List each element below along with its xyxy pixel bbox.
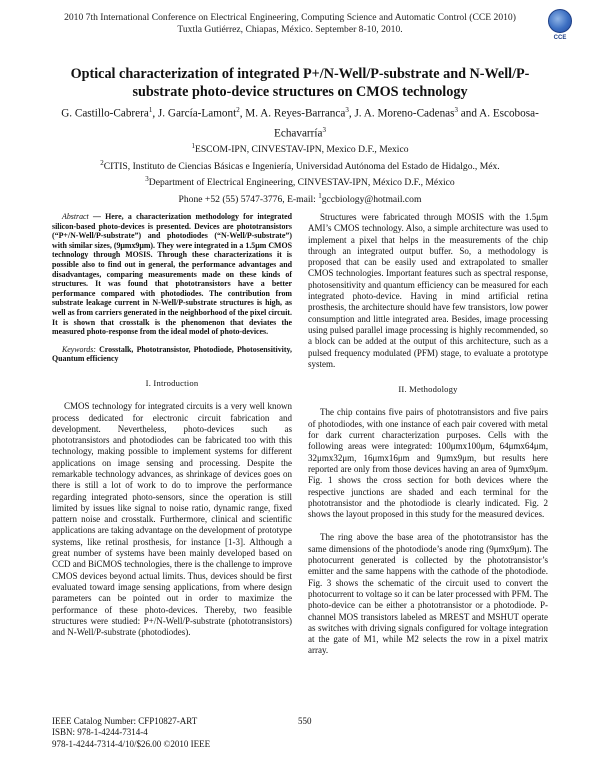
abstract bbox=[52, 212, 292, 337]
email-mark: 1 bbox=[318, 191, 322, 200]
paper-title: Optical characterization of integrated P+/N-Well/P-substrate and N-Well/P-substrate photo-device structures on CMOS technology bbox=[70, 66, 530, 100]
isbn: ISBN: 978-1-4244-7314-4 bbox=[52, 727, 148, 738]
author-name: A. Escobosa-Echavarría bbox=[274, 107, 539, 140]
author-affiliation-mark: 3 bbox=[454, 106, 458, 114]
left-column bbox=[52, 212, 292, 638]
affiliation-3 bbox=[60, 173, 540, 190]
contact-line bbox=[60, 190, 540, 207]
affiliation-mark: 3 bbox=[145, 175, 149, 184]
affiliation-list bbox=[60, 140, 540, 206]
catalog-number: IEEE Catalog Number: CFP10827-ART bbox=[52, 716, 198, 726]
conference-header-line1: 2010 7th International Conference on Electrical Engineering, Computing Science and Automatic Control (CCE 2010) bbox=[64, 12, 516, 23]
affiliation-mark: 1 bbox=[191, 142, 195, 150]
keywords-text: Crosstalk, Phototransistor, Photodiode, Photosensitivity, Quantum efficiency bbox=[52, 344, 292, 364]
structures-paragraph: Structures were fabricated through MOSIS with the 1.5μm AMI’s CMOS technology. Also, a simple architecture was used to implement a pixel that helps in the measurements of the chip through an integrated output buffer. So, a methodology is proposed that can be easily used and extrapolated to smaller CMOS technologies. Important features such as spectral response, photosensitivity and quantum efficiency can be measured for each integrated photo-device. Having in mind artificial retina prosthesis, the architecture should have few transistors, low power consumption and little integrated area. Besides, image processing using pulsed parallel image processing is highly recommended, so a block can be added at the output of this architecture, such as a pulsed frequency modulated (PFM) stage, to evaluate a prototype system. bbox=[308, 212, 548, 369]
affiliation-2 bbox=[60, 157, 540, 174]
affiliation-text: CITIS, Instituto de Ciencias Básicas e Ingeniería, Universidad Autónoma del Estado de Hidalgo., Méx. bbox=[103, 160, 500, 172]
section-heading-introduction: I. Introduction bbox=[145, 377, 199, 388]
author-affiliation-mark: 3 bbox=[322, 125, 326, 134]
author-name: J. García-Lamont bbox=[157, 107, 237, 120]
affiliation-mark: 2 bbox=[100, 158, 104, 167]
author-affiliation-mark: 2 bbox=[236, 106, 240, 114]
author-list: G. Castillo-Cabrera$^1$, J. García-Lamont$^2$, M. A. Reyes-Barranca$^3$, J. A. Moreno-Cadenas$^3$ and A. Escobosa-Echavarría$^3$ bbox=[61, 106, 539, 140]
conference-header bbox=[30, 12, 550, 36]
keywords bbox=[52, 345, 292, 364]
page-number: 550 bbox=[298, 716, 312, 726]
methodology-paragraph-2: The ring above the base area of the phototransistor has the same dimensions of the photodiode’s anode ring (9μmx9μm). The photocurrent generated is collected by the phototransistor’s emitter and the same happens with the cathode of the photodiode. Fig. 3 shows the schematic of the circuit used to convert the photocurrent to voltage so it can be later processed with PFM. The photo-device can be either a phototransistor or a photodiode. P-channel MOS transistors labeled as MREST and MSHUT operate as switches with driving signals configured for voltage integration at the gate of M1, while M2 selects the row in a pixel matrix array. bbox=[308, 532, 548, 656]
email-link[interactable]: gccbiology@hotmail.com bbox=[321, 193, 422, 205]
author-name: M. A. Reyes-Barranca bbox=[245, 107, 346, 120]
introduction-paragraph: CMOS technology for integrated circuits is a very well known process dedicated for electronic circuit fabrication and development. Nevertheless, photo-devices such as phototransistors and photodiodes can be fabricated too with this technology, making possible to implement systems for different applications on image sensing and processing. Despite the remarkable technology advances, as shrinkage of devices goes on there is still a lot of work to do to improve the performance regarding integrated photo-sensors, since the operation is still limited by issues like signal to noise ratio, dynamic range, fixed pattern noise and crosstalk. Furthermore, clinical and scientific applications are taking advantage on the development of prototype systems, like retinal prosthesis, for instance [1-3]. Although a great number of systems have been mainly developed based on CCD and BiCMOS technologies, there is the challenge to improve CMOS devices beyond actual limits. Thus, devices should be first evaluated toward image sensing applications, from where design parameters can be pointed out in order to maximize the performance of these photo-devices. Thereby, two feasible structures were studied: P+/N-Well/P-substrate (phototransistors) and N-Well/P-substrate (photodiodes). bbox=[52, 401, 292, 638]
section-heading-methodology: II. Methodology bbox=[398, 384, 458, 395]
phone-text: Phone +52 (55) 5747-3776, E-mail: bbox=[178, 193, 319, 205]
affiliation-text: Department of Electrical Engineering, CINVESTAV-IPN, México D.F., México bbox=[148, 177, 455, 189]
logo-text: CCE bbox=[553, 35, 567, 41]
author-affiliation-mark: 1 bbox=[148, 106, 153, 114]
methodology-paragraph-1: The chip contains five pairs of phototransistors and five pairs of photodiodes, with one instance of each pair covered with metal for dark current characterization purposes. Cells with the following areas were integrated: 100μmx100μm, 64μmx64μm, 32μmx32μm, 16μmx16μm and 9μmx9μm, but results here reported are only from those devices having an area of 9μmx9μm. Fig. 1 shows the cross section for both devices where the respective junctions are shaded and each terminal for the phototransistor and the photodiode is clearly indicated. Fig. 2 shows the layout proposed in this study for the measured devices. bbox=[308, 407, 548, 520]
author-affiliation-mark: 3 bbox=[345, 106, 349, 114]
abstract-label: Abstract bbox=[62, 212, 89, 221]
author-name: J. A. Moreno-Cadenas bbox=[354, 107, 455, 120]
conference-logo bbox=[542, 9, 578, 49]
page-footer bbox=[52, 716, 548, 750]
conference-header-line2: Tuxtla Gutiérrez, Chiapas, México. September 8-10, 2010. bbox=[177, 24, 403, 35]
copyright: 978-1-4244-7314-4/10/$26.00 ©2010 IEEE bbox=[52, 738, 211, 749]
abstract-text: — Here, a characterization methodology for integrated silicon-based photo-devices is presented. Devices are phototransistors (“P+/N-Well/P-substrate”) and photodiodes (“N-Well/P-substrate”) with similar sizes, (9μmx9μm). They were integrated in a 1.5μm CMOS technology through MOSIS. Through these characterizations it is possible also to find out in general, the performance advantages and disadvantages, comparing measurements made on these kinds of structures. It was found that phototransistors have a better performance compared with photodiodes. The contribution from substrate leakage current in N-Well/P-substrate structures is high, as well as from carriers generated in the neighborhood of the pixel circuit. It is shown that crosstalk is the phenomenon that deviates the measured photo-response from the ideal model of photo-devices. bbox=[52, 212, 292, 337]
right-column bbox=[308, 212, 548, 657]
globe-icon bbox=[548, 9, 572, 33]
affiliation-1 bbox=[60, 140, 540, 157]
keywords-label: Keywords: bbox=[62, 344, 96, 354]
author-name: G. Castillo-Cabrera bbox=[61, 107, 149, 120]
affiliation-text: ESCOM-IPN, CINVESTAV-IPN, Mexico D.F., Mexico bbox=[194, 144, 409, 156]
